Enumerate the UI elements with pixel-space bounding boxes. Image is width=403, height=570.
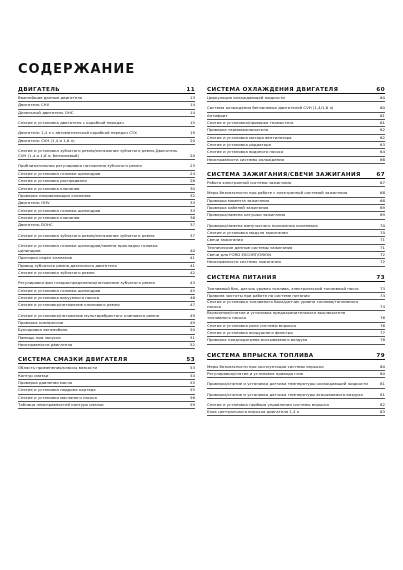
toc-entry-title: Снятие и установка мотора вентилятора (207, 134, 292, 140)
toc-entry-page: 81 (380, 381, 385, 387)
toc-entry-title: Проверка термовыключателя (207, 127, 268, 133)
toc-entry-page: 20 (190, 137, 195, 143)
toc-entry[interactable] (207, 142, 385, 149)
toc-entry-title: Включение/снятие и установка предохранительного выключателя топливного насоса (207, 310, 346, 321)
toc-entry-title: Снятие и установка головки цилиндров/замена прокладки головки цилиндров (18, 243, 158, 254)
toc-entry-title: Снятие и установка головки цилиндров (18, 287, 101, 293)
toc-entry[interactable] (18, 193, 195, 200)
section-heading[interactable] (207, 86, 385, 94)
toc-entry-title: Снятие и установка/натяжение клинового ремня (18, 302, 120, 308)
toc-entry[interactable] (18, 102, 195, 109)
toc-entry-title: Область применения/классы вязкости (18, 365, 97, 371)
toc-entry-title: Меры безопасности при работе с электронной системой зажигания (207, 190, 348, 196)
toc-entry-page: 45 (190, 287, 195, 293)
toc-entry-title: Регулировка/снятие и установка привода газа (207, 370, 304, 376)
toc-entry-title: Проверка/замена катушки зажигания (207, 212, 286, 218)
toc-entry-title: Неисправности системы зажигания (207, 259, 281, 265)
toc-entry-title: Контур смазки (18, 372, 49, 378)
toc-entry-page: 54 (190, 372, 195, 378)
toc-entry-page: 55 (190, 380, 195, 386)
toc-entry-page: 15 (190, 120, 195, 126)
toc-entry-page: 72 (380, 252, 385, 258)
toc-entry[interactable] (207, 252, 385, 259)
toc-entry[interactable] (18, 230, 195, 240)
toc-entry[interactable] (18, 207, 195, 214)
toc-entry-title: Снятие и установка/проверка термостата (207, 120, 294, 126)
toc-entry-page: 14 (190, 109, 195, 115)
toc-entry-title: Свечи для FORD ESCORT/ORION (207, 252, 272, 258)
toc-entry[interactable] (207, 113, 385, 120)
section-page-number: 60 (376, 87, 385, 93)
toc-entry[interactable] (207, 237, 385, 244)
toc-entry-page: 81 (380, 391, 385, 397)
toc-entry[interactable] (207, 212, 385, 219)
toc-entry-title: Снятие и установка/натяжение мультиребристого клинового ремня (18, 312, 160, 318)
toc-left-column (18, 86, 195, 409)
toc-entry-title: Снятие и установка клапанов (18, 185, 80, 191)
toc-entry[interactable] (18, 277, 195, 287)
toc-entry-title: Снятие и установка головки цилиндров (18, 170, 101, 176)
toc-entry-page: 61 (380, 120, 385, 126)
toc-entry-page: 37 (190, 222, 195, 228)
toc-entry-page: 13 (190, 95, 195, 101)
toc-entry[interactable] (207, 371, 385, 378)
toc-entry-title: Снятие и установка радиатора (207, 142, 272, 148)
toc-entry-page: 43 (190, 280, 195, 286)
toc-entry-page: 23 (190, 163, 195, 169)
section-title: СИСТЕМА ВПРЫСКА ТОПЛИВА (207, 352, 314, 359)
section-title: СИСТЕМА ПИТАНИЯ (207, 274, 277, 281)
toc-entry-title: Проверка/замена импульсного положения коленвала (207, 222, 318, 228)
toc-entry-title: Снятие и установка зубчатого ремня/натяжение зубчатого ремня (18, 232, 155, 238)
toc-entry[interactable] (207, 120, 385, 127)
section-heading[interactable] (18, 356, 195, 364)
toc-entry[interactable] (207, 198, 385, 205)
toc-entry[interactable] (18, 327, 195, 334)
toc-entry-page: 74 (380, 304, 385, 310)
toc-entry[interactable] (18, 402, 195, 409)
section-heading[interactable] (207, 352, 385, 360)
toc-entry[interactable] (18, 255, 195, 262)
toc-entry[interactable] (207, 378, 385, 388)
toc-entry[interactable] (18, 138, 195, 145)
toc-entry-page: 70 (380, 222, 385, 228)
toc-entry[interactable] (207, 337, 385, 344)
toc-entry-page: 47 (190, 302, 195, 308)
toc-entry[interactable] (18, 270, 195, 277)
toc-entry-title: Снятие и установка реле системы впрыска (207, 322, 297, 328)
toc-entry-page: 32 (190, 192, 195, 198)
toc-entry[interactable] (207, 102, 385, 112)
toc-entry-title: Снятие и установка зубчатого ремня (18, 270, 95, 276)
toc-entry-title: Антифриз (207, 112, 228, 118)
toc-entry-title: Работа электронной системы зажигания (207, 180, 292, 186)
toc-entry-title: Проверка/снятие и установка датчика температуры всасываемого воздуха (207, 391, 363, 397)
toc-entry-page: 53 (190, 365, 195, 371)
toc-entry-title: Топливный бак, датчик уровня топлива, электрический топливный насос (207, 285, 359, 291)
toc-entry[interactable] (207, 157, 385, 164)
toc-entry-page: 50 (190, 327, 195, 333)
toc-entry[interactable] (207, 259, 385, 266)
toc-entry[interactable] (18, 160, 195, 170)
toc-entry[interactable] (207, 220, 385, 230)
toc-entry-page: 52 (190, 342, 195, 348)
toc-entry[interactable] (207, 330, 385, 337)
toc-entry-page: 67 (380, 180, 385, 186)
toc-entry-page: 77 (380, 329, 385, 335)
toc-entry[interactable] (18, 95, 195, 102)
toc-entry-title: Важнейшие данные двигателя (18, 95, 83, 101)
toc-entry-page: 14 (190, 102, 195, 108)
toc-entry-page: 19 (190, 130, 195, 136)
toc-entry[interactable] (207, 149, 385, 156)
toc-entry[interactable] (18, 387, 195, 394)
toc-entry-title: Проверка направляющих клапанов (18, 192, 91, 198)
toc-entry-title: Неисправности двигателя (18, 342, 73, 348)
toc-entry-title: Снятие и установка прибора управления системы впрыска (207, 401, 329, 407)
toc-entry[interactable] (18, 222, 195, 229)
toc-entry-title: Снятие и установка распредвала (18, 178, 87, 184)
toc-entry-title: Система охлаждения бензиновых двигателей CVH (1,4/1,6 л) (207, 105, 334, 111)
toc-entry-page: 74 (380, 293, 385, 299)
toc-entry[interactable] (18, 240, 195, 256)
toc-entry[interactable] (18, 110, 195, 117)
toc-entry-title: Притирка седел клапанов (18, 255, 72, 261)
toc-entry-page: 41 (190, 262, 195, 268)
toc-entry[interactable] (207, 323, 385, 330)
toc-entry-title: Проверка предподогрева всасываемого воздуха (207, 337, 308, 343)
section-page-number: 67 (376, 172, 385, 179)
page-title: СОДЕРЖАНИЕ (18, 62, 136, 77)
toc-entry[interactable] (207, 205, 385, 212)
section-page-number: 53 (186, 357, 195, 364)
toc-entry[interactable] (207, 230, 385, 237)
toc-entry-page: 61 (380, 112, 385, 118)
section-title: СИСТЕМА СМАЗКИ ДВИГАТЕЛЯ (18, 357, 128, 364)
toc-entry-page: 33 (190, 207, 195, 213)
section-gap (18, 349, 195, 356)
section-title: СИСТЕМА ЗАЖИГАНИЯ/СВЕЧИ ЗАЖИГАНИЯ (207, 172, 361, 179)
toc-entry-page: 70 (380, 230, 385, 236)
toc-entry-page: 71 (380, 244, 385, 250)
toc-entry[interactable] (207, 311, 385, 322)
toc-entry-title: Дизельный двигатель OHC (18, 109, 74, 115)
toc-entry[interactable] (207, 127, 385, 134)
toc-entry-title: Снятие и установка поддона картера (18, 387, 96, 393)
toc-entry[interactable] (18, 171, 195, 178)
toc-entry-title: Снятие и установка двигателя с коробкой передач (18, 120, 124, 126)
toc-entry-title: Снятие и установка масляного насоса (18, 394, 97, 400)
toc-entry-page: 83 (380, 409, 385, 415)
toc-entry-title: Двигатель DOHC (18, 222, 53, 228)
toc-entry-page: 59 (190, 402, 195, 408)
toc-entry-title: Проверка компрессии (18, 320, 64, 326)
toc-entry-page: 33 (190, 200, 195, 206)
toc-entry-page: 62 (380, 134, 385, 140)
toc-entry-title: Проверка давления масла (18, 380, 73, 386)
toc-entry-title: Снятие и установка зубчатого ремня/натяжение зубчатого ремня Двигатель CVH (1,4 и 1,6 л; бензиновый) (18, 148, 178, 159)
toc-entry-page: 62 (380, 127, 385, 133)
toc-entry-title: Проверка кабелей зажигания (207, 205, 269, 211)
toc-entry-title: Блок центрального впрыска двигателя 1,4 л (207, 409, 300, 415)
toc-entry[interactable] (18, 373, 195, 380)
toc-entry-page: 46 (190, 295, 195, 301)
toc-entry-page: 36 (190, 214, 195, 220)
toc-entry-title: Снятие и установка модуля зажигания (207, 230, 288, 236)
toc-entry-page: 66 (380, 156, 385, 162)
toc-entry[interactable] (18, 127, 195, 137)
toc-entry-title: Неисправности системы охлаждения (207, 156, 285, 162)
toc-entry-page: 40 (190, 248, 195, 254)
section-page-number: 73 (376, 274, 385, 281)
toc-entry[interactable] (18, 117, 195, 127)
toc-entry-page: 24 (190, 170, 195, 176)
toc-entry-title: Проверка/снятие и установка датчика температуры охлаждающей жидкости (207, 381, 368, 387)
toc-entry[interactable] (18, 395, 195, 402)
toc-entry[interactable] (207, 180, 385, 187)
toc-entry-title: Снятие и установка вакуумного насоса (18, 295, 100, 301)
toc-entry[interactable] (207, 245, 385, 252)
section-title: СИСТЕМА ОХЛАЖДЕНИЯ ДВИГАТЕЛЯ (207, 87, 339, 93)
toc-entry-title: Меры безопасности при эксплуатации системы впрыска (207, 363, 324, 369)
toc-entry-page: 28 (190, 178, 195, 184)
toc-entry[interactable] (18, 380, 195, 387)
toc-entry[interactable] (18, 310, 195, 320)
section-page-number: 11 (186, 87, 195, 93)
toc-entry[interactable] (18, 185, 195, 192)
toc-entry-page: 63 (380, 142, 385, 148)
toc-entry[interactable] (18, 178, 195, 185)
toc-entry-page: 76 (380, 322, 385, 328)
toc-entry-page: 80 (380, 363, 385, 369)
toc-entry[interactable] (207, 135, 385, 142)
toc-entry[interactable] (18, 365, 195, 372)
toc-entry[interactable] (18, 342, 195, 349)
toc-entry-page: 71 (380, 237, 385, 243)
toc-entry-title: Свечи зажигания (207, 237, 243, 243)
toc-entry-page: 68 (380, 190, 385, 196)
section-page-number: 79 (376, 352, 385, 359)
toc-entry-title: Снятие и установка водяного насоса (207, 149, 284, 155)
toc-entry-page: 51 (190, 334, 195, 340)
toc-entry-title: Снятие и установка воздушного фильтра (207, 329, 293, 335)
toc-entry[interactable] (207, 361, 385, 371)
toc-entry-page: 42 (190, 270, 195, 276)
toc-entry-page: 30 (190, 185, 195, 191)
toc-entry-title: Проверка момента зажигания (207, 197, 270, 203)
toc-entry-page: 60 (380, 105, 385, 111)
toc-entry[interactable] (207, 283, 385, 293)
toc-entry-title: Двигатель 1,4 л с автоматической коробкой передач CTX (18, 130, 137, 136)
toc-entry-title: Двигатель OHV (18, 200, 50, 206)
toc-entry-page: 55 (190, 387, 195, 393)
toc-entry[interactable] (18, 215, 195, 222)
toc-entry[interactable] (207, 399, 385, 409)
toc-entry[interactable] (18, 335, 195, 342)
toc-entry[interactable] (18, 302, 195, 309)
toc-entry[interactable] (207, 409, 385, 416)
toc-entry-page: 82 (380, 401, 385, 407)
toc-entry[interactable] (18, 295, 195, 302)
section-gap (207, 345, 385, 352)
toc-entry-page: 60 (380, 95, 385, 101)
toc-entry[interactable] (18, 200, 195, 207)
toc-entry-title: Двигатель CVH (1,4 и 1,6 л) (18, 137, 75, 143)
toc-entry-page: 64 (380, 149, 385, 155)
toc-entry-page: 80 (380, 370, 385, 376)
section-gap (207, 164, 385, 171)
toc-right-column (207, 86, 385, 416)
toc-entry[interactable] (207, 389, 385, 399)
toc-entry-page: 78 (380, 337, 385, 343)
toc-entry-page: 68 (380, 197, 385, 203)
toc-entry-title: Привод зубчатого ремня дизельного двигателя (18, 262, 117, 268)
toc-entry-page: 69 (380, 212, 385, 218)
toc-entry[interactable] (18, 288, 195, 295)
toc-entry-page: 72 (380, 259, 385, 265)
toc-entry-page: 69 (380, 205, 385, 211)
toc-entry-title: Помощь при запуске (18, 334, 61, 340)
toc-entry-title: Снятие и установка головки цилиндров (18, 207, 101, 213)
toc-entry-title: Таблица неисправностей контура смазки (18, 402, 104, 408)
toc-entry-page: 20 (190, 153, 195, 159)
toc-entry-title: Приблизительная регулировка натяжения зубчатого ремня (18, 163, 142, 169)
section-heading[interactable] (18, 86, 195, 94)
toc-entry-title: Снятие и установка клапанов (18, 214, 80, 220)
toc-entry-page: 49 (190, 312, 195, 318)
section-heading[interactable] (207, 274, 385, 282)
toc-entry-title: Буксировка автомобиля (18, 327, 68, 333)
toc-entry[interactable] (18, 263, 195, 270)
toc-entry-title: Циркуляция охлаждающей жидкости (207, 95, 285, 101)
toc-entry-page: 41 (190, 255, 195, 261)
toc-entry-page: 56 (190, 394, 195, 400)
toc-entry-page: 49 (190, 320, 195, 326)
section-heading[interactable] (207, 171, 385, 179)
toc-entry-title: Снятие и установка топливного бака/датчик уровня топлива/топливного насоса (207, 299, 359, 310)
toc-entry[interactable] (18, 320, 195, 327)
toc-entry-title: Технические данные системы зажигания (207, 244, 293, 250)
toc-entry-title: Двигатель CHV (18, 102, 50, 108)
toc-entry[interactable] (207, 95, 385, 102)
toc-entry-page: 37 (190, 232, 195, 238)
section-gap (207, 267, 385, 274)
section-title: ДВИГАТЕЛЬ (18, 87, 60, 93)
toc-entry-page: 76 (380, 315, 385, 321)
toc-entry[interactable] (18, 145, 195, 161)
toc-entry-page: 73 (380, 285, 385, 291)
toc-entry-title: Правила чистоты при работе на системе питания (207, 293, 310, 299)
toc-entry[interactable] (207, 187, 385, 197)
toc-entry-title: Регулировка фаз газораспределения/натяжение зубчатого ремня (18, 280, 155, 286)
